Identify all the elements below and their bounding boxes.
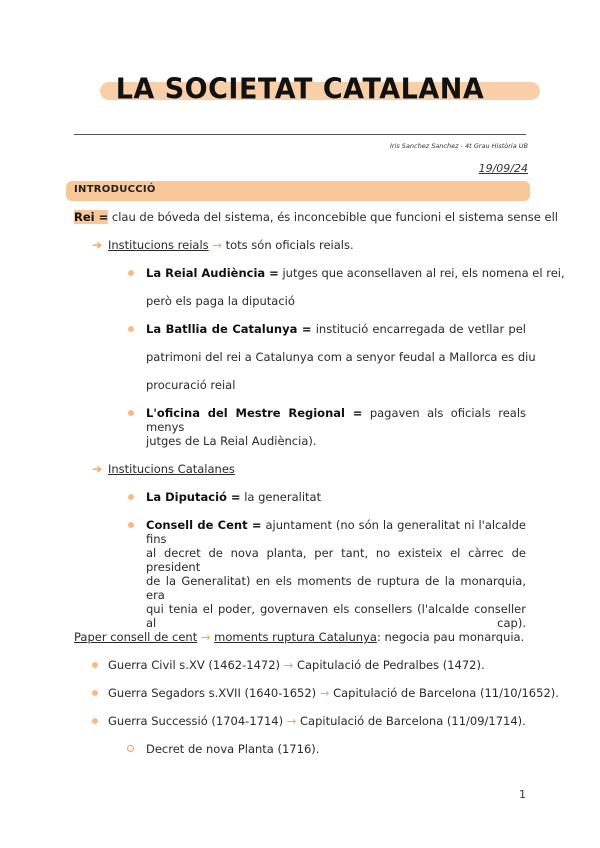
item-term: L'oficina del Mestre Regional = bbox=[146, 406, 363, 420]
paper-left: Paper consell de cent bbox=[74, 630, 198, 644]
title-rule bbox=[74, 134, 526, 135]
arrow-icon: → bbox=[200, 630, 211, 644]
bullet-icon bbox=[128, 270, 134, 276]
list-item bbox=[146, 518, 526, 546]
inst-reials-text: tots són oficials reials. bbox=[225, 238, 354, 252]
item-term: Consell de Cent = bbox=[146, 518, 262, 532]
item-text: però els paga la diputació bbox=[146, 294, 295, 308]
item-term: La Batllia de Catalunya = bbox=[146, 322, 312, 336]
item-text: patrimoni del rei a Catalunya com a senyor feudal a Mallorca es diu bbox=[146, 350, 536, 364]
arrow-icon: → bbox=[283, 658, 294, 672]
war-name: Guerra Segadors s.XVII (1640-1652) bbox=[108, 686, 317, 700]
war-name: Guerra Civil s.XV (1462-1472) bbox=[108, 658, 281, 672]
item-text: al decret de nova planta, per tant, no existeix el càrrec de president bbox=[146, 546, 526, 574]
list-item bbox=[146, 266, 565, 280]
war-result: Capitulació de Barcelona (11/10/1652). bbox=[333, 686, 559, 700]
list-item bbox=[146, 406, 526, 434]
bullet-icon bbox=[92, 662, 98, 668]
arrow-icon: → bbox=[319, 686, 330, 700]
list-item bbox=[108, 686, 559, 700]
inst-catalanes-line bbox=[108, 462, 235, 476]
inst-reials-label: Institucions reials bbox=[108, 238, 209, 252]
item-text: procuració reial bbox=[146, 378, 236, 392]
section-heading: INTRODUCCIÓ bbox=[74, 184, 156, 195]
arrow-icon: ➔ bbox=[92, 462, 103, 476]
list-item bbox=[146, 322, 526, 336]
item-text: institució encarregada de vetllar pel bbox=[315, 322, 526, 336]
paper-right: moments ruptura Catalunya bbox=[214, 630, 377, 644]
rei-line bbox=[74, 210, 558, 224]
bullet-icon bbox=[128, 326, 134, 332]
war-result: Capitulació de Barcelona (11/09/1714). bbox=[300, 714, 526, 728]
war-result: Capitulació de Pedralbes (1472). bbox=[296, 658, 485, 672]
item-text: la generalitat bbox=[244, 490, 322, 504]
arrow-icon: ➔ bbox=[92, 238, 103, 252]
inst-catalanes-label: Institucions Catalanes bbox=[108, 462, 235, 476]
item-text: jutges de La Reial Audiència). bbox=[146, 434, 317, 448]
list-item: Decret de nova Planta (1716). bbox=[146, 742, 320, 756]
date: 19/09/24 bbox=[478, 162, 528, 175]
item-term: La Diputació = bbox=[146, 490, 241, 504]
paper-rest: : negocia pau monarquia. bbox=[376, 630, 525, 644]
page-title: LA SOCIETAT CATALANA bbox=[115, 73, 485, 106]
page-number: 1 bbox=[519, 788, 526, 801]
rei-term: Rei = bbox=[74, 210, 109, 224]
bullet-icon bbox=[128, 494, 134, 500]
list-item bbox=[108, 714, 526, 728]
item-text: ajuntament (no són la generalitat ni l'alcalde fins bbox=[146, 518, 526, 546]
arrow-icon: → bbox=[286, 714, 297, 728]
bullet-icon bbox=[92, 718, 98, 724]
author-line: Iris Sanchez Sanchez - 4t Grau Història UB bbox=[389, 142, 528, 150]
item-text: de la Generalitat) en els moments de ruptura de la monarquia, era bbox=[146, 574, 526, 602]
title-block bbox=[0, 62, 600, 122]
list-item bbox=[146, 490, 321, 504]
item-term: La Reial Audiència = bbox=[146, 266, 279, 280]
circle-bullet-icon bbox=[127, 745, 134, 752]
item-text: qui tenia el poder, governaven els consellers (l'alcalde conseller al cap). bbox=[146, 602, 526, 630]
item-text: jutges que aconsellaven al rei, els nomena el rei, bbox=[282, 266, 565, 280]
rei-text: clau de bóveda del sistema, és inconcebible que funcioni el sistema sense ell bbox=[111, 210, 558, 224]
item-text: pagaven als oficials reals menys bbox=[146, 406, 527, 434]
list-item bbox=[108, 658, 485, 672]
arrow-icon: → bbox=[212, 238, 222, 252]
inst-reials-line bbox=[108, 238, 354, 252]
bullet-icon bbox=[92, 690, 98, 696]
bullet-icon bbox=[128, 410, 134, 416]
paper-line bbox=[74, 630, 524, 644]
war-name: Guerra Successió (1704-1714) bbox=[108, 714, 284, 728]
bullet-icon bbox=[128, 522, 134, 528]
